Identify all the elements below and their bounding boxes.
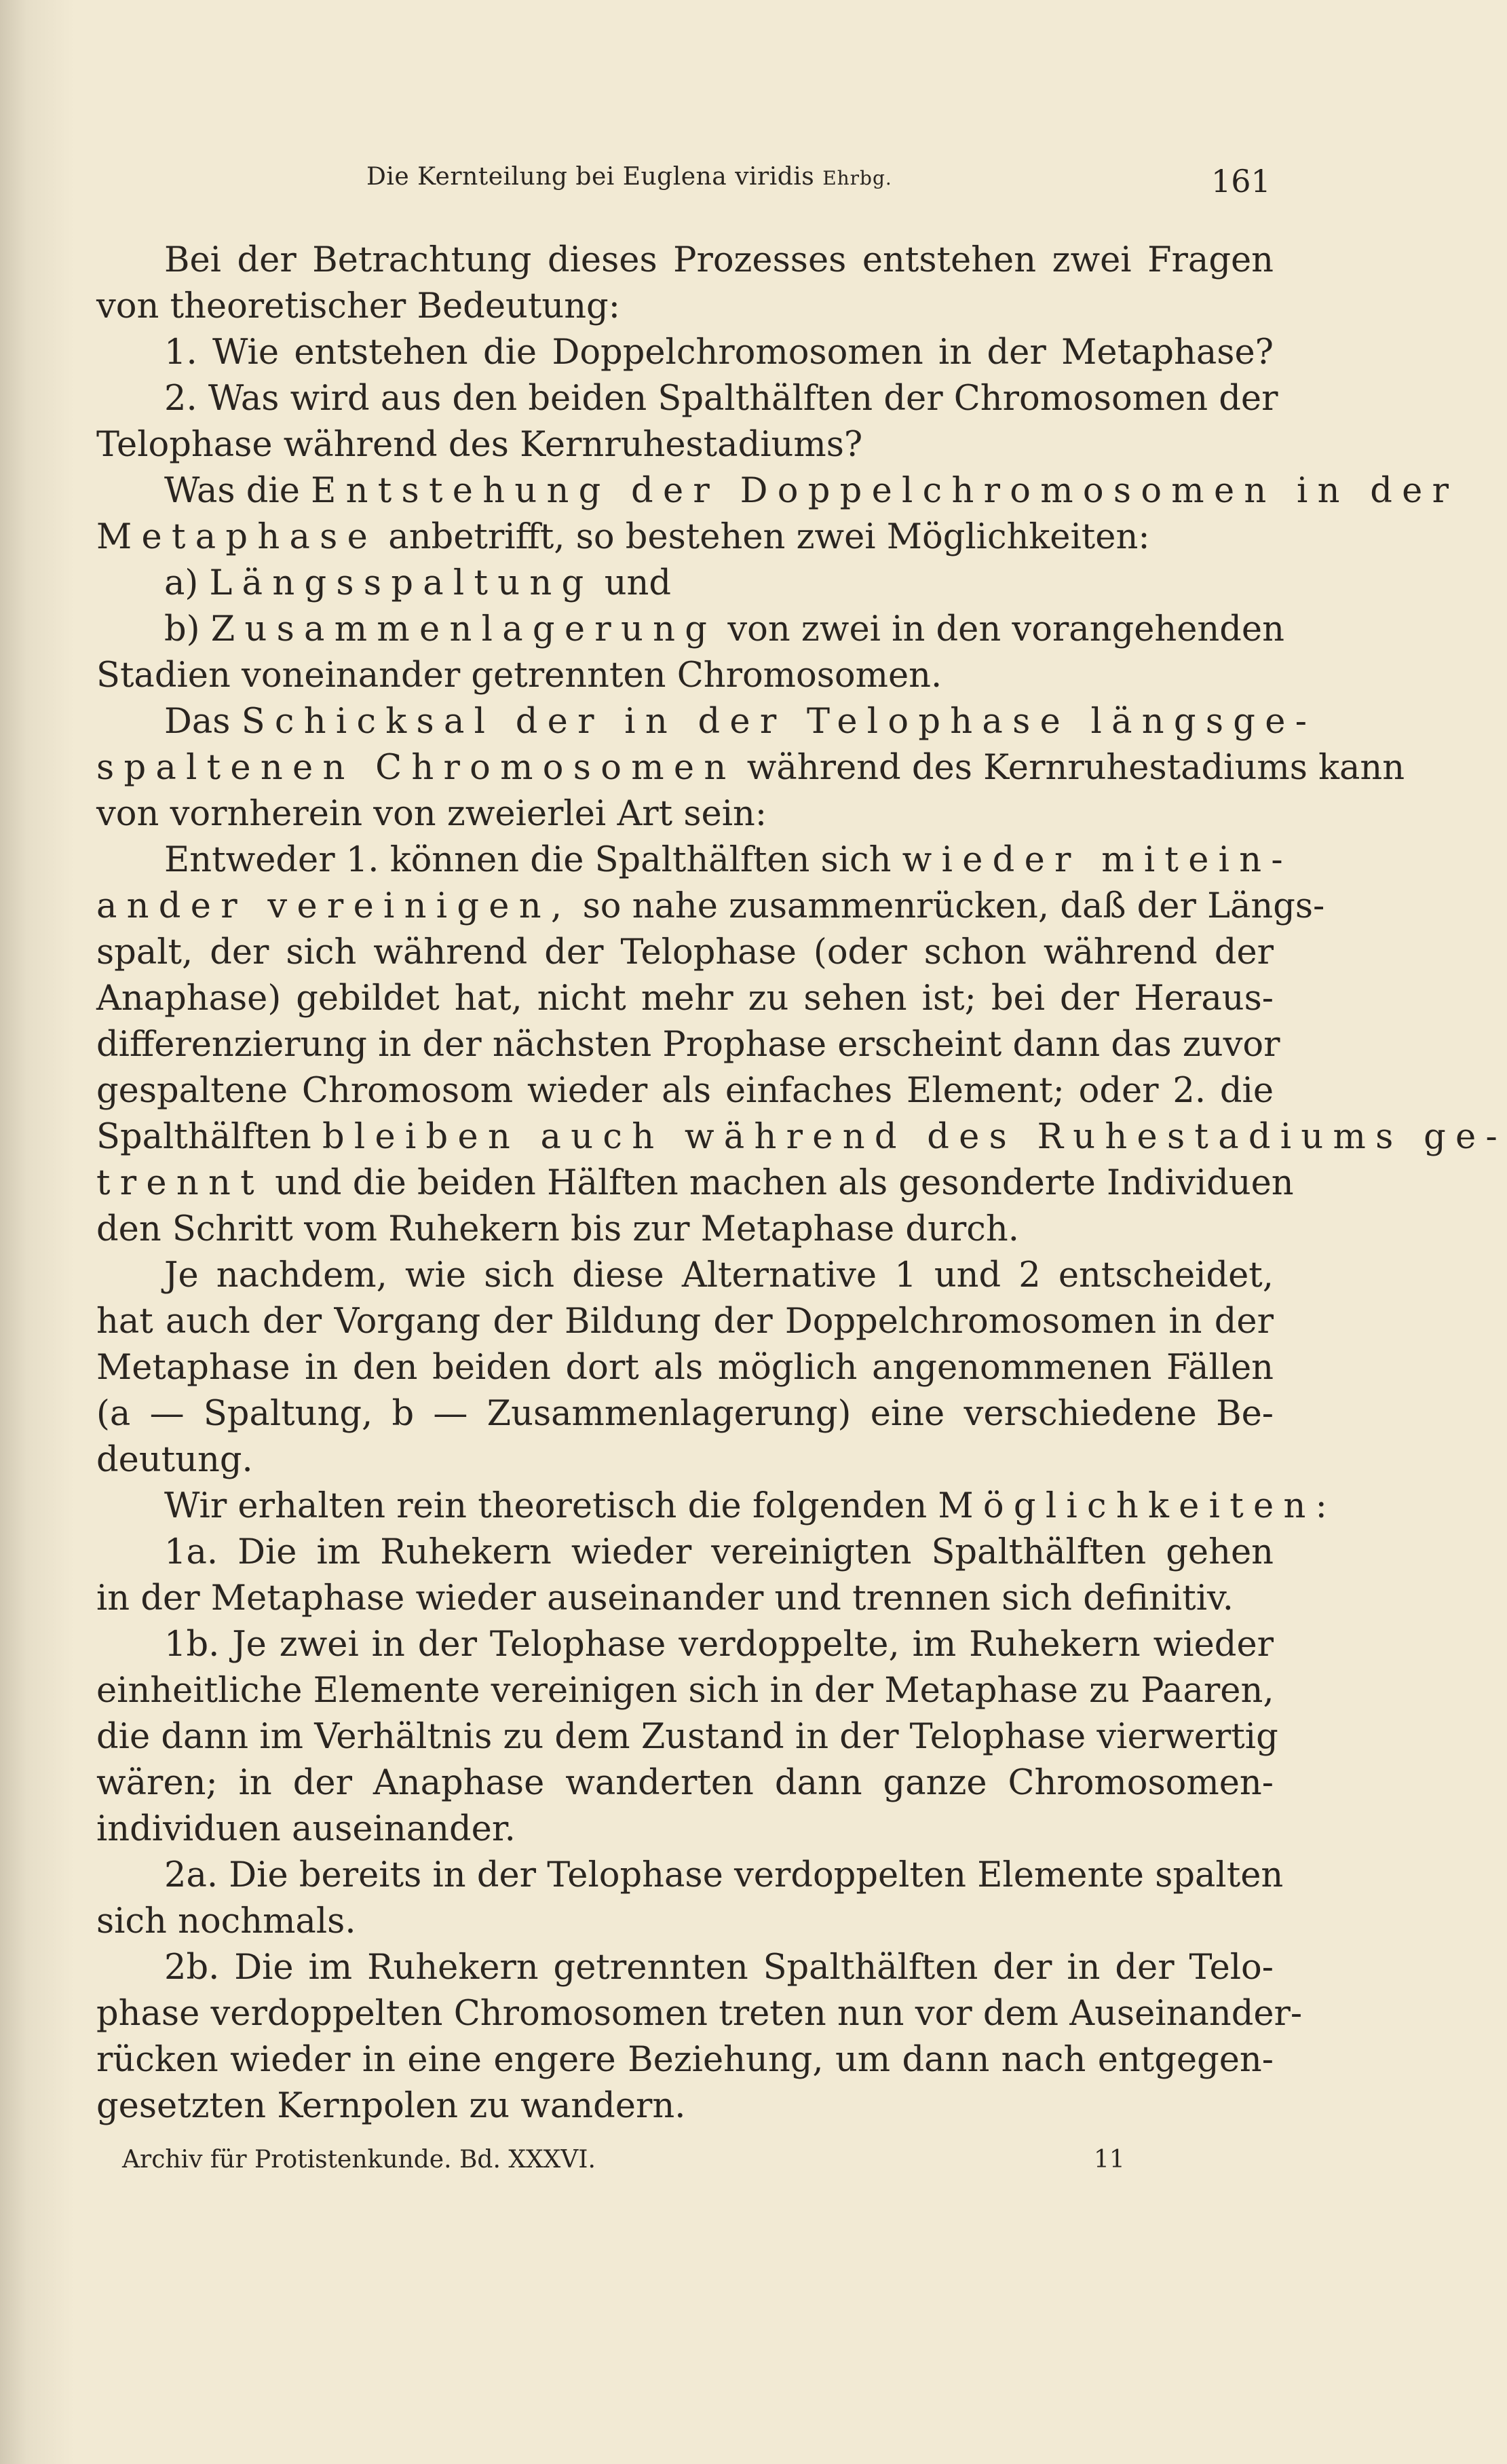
- text-line: 2b. Die im Ruhekern getrennten Spalthälften der in der Telo-: [164, 1948, 1274, 1988]
- text-line: gesetzten Kernpolen zu wandern.: [96, 2086, 686, 2126]
- text-line: Je nachdem, wie sich diese Alternative 1 und 2 entscheidet,: [164, 1255, 1274, 1295]
- running-title-author: Ehrbg.: [822, 167, 892, 189]
- text-line: einheitliche Elemente vereinigen sich in der Metaphase zu Paaren,: [96, 1671, 1274, 1711]
- text-line: differenzierung in der nächsten Prophase erscheint dann das zuvor: [96, 1025, 1280, 1065]
- text-line: Entweder 1. können die Spalthälften sich wieder mitein-: [164, 840, 1293, 880]
- text-line: trennt und die beiden Hälften machen als gesonderte Individuen: [96, 1163, 1294, 1203]
- text-line: von vornherein von zweierlei Art sein:: [96, 794, 767, 834]
- text-line: gespaltene Chromosom wieder als einfaches Element; oder 2. die: [96, 1071, 1274, 1111]
- spaced-emphasis: Schicksal der in der Telophase längsge-: [241, 702, 1317, 742]
- text-line: Metaphase in den beiden dort als möglich angenommenen Fällen: [96, 1348, 1274, 1388]
- spaced-emphasis: wieder mitein-: [902, 840, 1293, 880]
- sheet-number: 11: [1094, 2146, 1125, 2174]
- text-line: a) Längsspaltung und: [164, 563, 672, 603]
- text-line: die dann im Verhältnis zu dem Zustand in der Telophase vierwertig: [96, 1717, 1278, 1757]
- text-line: 2a. Die bereits in der Telophase verdoppelten Elemente spalten: [164, 1855, 1284, 1895]
- text-line: in der Metaphase wieder auseinander und trennen sich definitiv.: [96, 1578, 1234, 1618]
- spaced-emphasis: Längsspaltung: [209, 563, 594, 603]
- spaced-emphasis: spaltenen Chromosomen: [96, 748, 736, 788]
- text-line: von theoretischer Bedeutung:: [96, 286, 620, 326]
- running-title: Die Kernteilung bei Euglena viridis Ehrbg.: [366, 163, 892, 191]
- spaced-emphasis: ander vereinigen,: [96, 886, 572, 926]
- body-text: [96, 238, 1507, 2129]
- spaced-emphasis: Metaphase: [96, 517, 378, 557]
- spaced-emphasis: Entstehung der Doppelchromosomen in der: [311, 471, 1459, 511]
- text-line: deutung.: [96, 1440, 253, 1480]
- text-line: 2. Was wird aus den beiden Spalthälften der Chromosomen der: [164, 379, 1278, 419]
- page-footer: [0, 2146, 1379, 2186]
- text-line: Wir erhalten rein theoretisch die folgenden Möglichkeiten:: [164, 1486, 1337, 1526]
- page-number: 161: [1211, 163, 1271, 200]
- text-line: 1a. Die im Ruhekern wieder vereinigten Spalthälften gehen: [164, 1532, 1274, 1572]
- spaced-emphasis: Möglichkeiten:: [938, 1486, 1337, 1526]
- text-line: individuen auseinander.: [96, 1809, 516, 1849]
- spaced-emphasis: trennt: [96, 1163, 264, 1203]
- text-line: spaltenen Chromosomen während des Kernruhestadiums kann: [96, 748, 1405, 788]
- text-line: Telophase während des Kernruhestadiums?: [96, 425, 863, 465]
- text-line: phase verdoppelten Chromosomen treten nun vor dem Auseinander-: [96, 1994, 1303, 2034]
- text-line: rücken wieder in eine engere Beziehung, um dann nach entgegen-: [96, 2040, 1274, 2080]
- text-line: Metaphase anbetrifft, so bestehen zwei Möglichkeiten:: [96, 517, 1150, 557]
- text-line: Was die Entstehung der Doppelchromosomen in der: [164, 471, 1459, 511]
- text-line: Anaphase) gebildet hat, nicht mehr zu sehen ist; bei der Heraus-: [96, 979, 1274, 1019]
- text-line: 1b. Je zwei in der Telophase verdoppelte, im Ruhekern wieder: [164, 1625, 1274, 1665]
- text-line: b) Zusammenlagerung von zwei in den vorangehenden: [164, 609, 1284, 649]
- text-line: Das Schicksal der in der Telophase längsge-: [164, 702, 1317, 742]
- text-line: 1. Wie entstehen die Doppelchromosomen in der Metaphase?: [164, 333, 1274, 373]
- text-line: Stadien voneinander getrennten Chromosomen.: [96, 656, 942, 696]
- spaced-emphasis: bleiben auch während des Ruhestadiums ge-: [322, 1117, 1507, 1157]
- text-line: Spalthälften bleiben auch während des Ruhestadiums ge-: [96, 1117, 1507, 1157]
- text-line: hat auch der Vorgang der Bildung der Doppelchromosomen in der: [96, 1302, 1274, 1342]
- journal-signature: Archiv für Protistenkunde. Bd. XXXVI.: [122, 2146, 596, 2174]
- text-line: sich nochmals.: [96, 1901, 356, 1941]
- text-line: wären; in der Anaphase wanderten dann ganze Chromosomen-: [96, 1763, 1274, 1803]
- text-line: spalt, der sich während der Telophase (oder schon während der: [96, 932, 1274, 972]
- text-line: (a — Spaltung, b — Zusammenlagerung) eine verschiedene Be-: [96, 1394, 1274, 1434]
- text-line: ander vereinigen, so nahe zusammenrücken, daß der Längs-: [96, 886, 1325, 926]
- text-line: den Schritt vom Ruhekern bis zur Metaphase durch.: [96, 1209, 1019, 1249]
- spaced-emphasis: Zusammenlagerung: [210, 609, 717, 649]
- page-header: [0, 163, 1379, 210]
- text-line: Bei der Betrachtung dieses Prozesses entstehen zwei Fragen: [164, 240, 1274, 280]
